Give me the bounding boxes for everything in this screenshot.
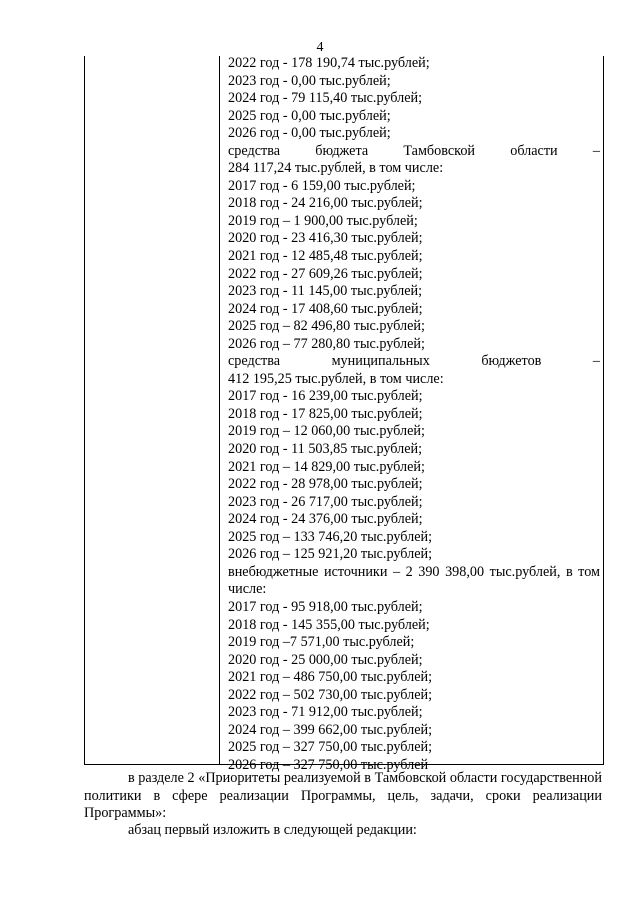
- regional-budget-heading: [228, 143, 600, 161]
- table-line: 2024 год – 399 662,00 тыс.рублей;: [228, 721, 433, 738]
- table-line: 2020 год - 11 503,85 тыс.рублей;: [228, 441, 423, 458]
- regional-budget-total: 284 117,24 тыс.рублей, в том числе:: [228, 160, 444, 177]
- table-line: 2025 год – 133 746,20 тыс.рублей;: [228, 528, 433, 545]
- heading-word: Тамбовской: [403, 142, 476, 159]
- table-line: 2023 год - 26 717,00 тыс.рублей;: [228, 493, 423, 510]
- heading-word: бюджетов: [481, 353, 542, 370]
- heading-word: бюджета: [315, 142, 369, 159]
- table-line: 2018 год - 145 355,00 тыс.рублей;: [228, 616, 430, 633]
- page-number: 4: [316, 40, 324, 55]
- municipal-budget-heading: [228, 353, 600, 371]
- table-line: 2019 год – 12 060,00 тыс.рублей;: [228, 423, 425, 440]
- table-line: 2024 год - 24 376,00 тыс.рублей;: [228, 511, 423, 528]
- table-line: 2024 год - 17 408,60 тыс.рублей;: [228, 300, 423, 317]
- table-line: 2026 год – 327 750,00 тыс.рублей: [228, 756, 429, 773]
- table-line: 2024 год - 79 115,40 тыс.рублей;: [228, 90, 423, 107]
- table-line: 2025 год – 327 750,00 тыс.рублей;: [228, 739, 433, 756]
- table-column-divider: [219, 56, 220, 764]
- table-line: 2023 год - 0,00 тыс.рублей;: [228, 72, 391, 89]
- table-line: 2022 год - 28 978,00 тыс.рублей;: [228, 476, 423, 493]
- table-line: 2022 год – 502 730,00 тыс.рублей;: [228, 686, 433, 703]
- table-line: 2020 год - 23 416,30 тыс.рублей;: [228, 230, 423, 247]
- table-line: 2022 год - 27 609,26 тыс.рублей;: [228, 265, 423, 282]
- amendment-paragraph: в разделе 2 «Приоритеты реализуемой в Тамбовской области государственной политики в сфере реализации Программы, цель, задачи, сроки реализации Программы»:: [84, 770, 602, 821]
- table-line: 2021 год – 14 829,00 тыс.рублей;: [228, 458, 425, 475]
- amendment-instruction: абзац первый изложить в следующей редакции:: [128, 822, 417, 838]
- table-line: 2017 год - 95 918,00 тыс.рублей;: [228, 598, 423, 615]
- heading-word: средства: [228, 353, 281, 370]
- table-line: 2018 год - 17 825,00 тыс.рублей;: [228, 405, 423, 422]
- heading-word: области: [510, 142, 558, 159]
- municipal-budget-total: 412 195,25 тыс.рублей, в том числе:: [228, 370, 444, 387]
- table-line: 2025 год – 82 496,80 тыс.рублей;: [228, 318, 425, 335]
- heading-word: –: [592, 353, 600, 370]
- table-line: 2020 год - 25 000,00 тыс.рублей;: [228, 651, 423, 668]
- heading-word: –: [592, 142, 600, 159]
- table-line: 2017 год - 16 239,00 тыс.рублей;: [228, 388, 423, 405]
- table-line: 2017 год - 6 159,00 тыс.рублей;: [228, 177, 416, 194]
- table-line: 2023 год - 11 145,00 тыс.рублей;: [228, 283, 423, 300]
- table-line: 2018 год - 24 216,00 тыс.рублей;: [228, 195, 423, 212]
- table-line: 2019 год –7 571,00 тыс.рублей;: [228, 634, 415, 651]
- table-line: 2026 год - 0,00 тыс.рублей;: [228, 125, 391, 142]
- heading-word: средства: [228, 142, 281, 159]
- table-line: 2025 год - 0,00 тыс.рублей;: [228, 107, 391, 124]
- table-line: 2026 год – 125 921,20 тыс.рублей;: [228, 546, 433, 563]
- table-line: 2021 год – 486 750,00 тыс.рублей;: [228, 669, 433, 686]
- table-line: 2026 год – 77 280,80 тыс.рублей;: [228, 335, 425, 352]
- table-line: 2023 год - 71 912,00 тыс.рублей;: [228, 704, 423, 721]
- table-value-cell: [228, 55, 600, 774]
- table-line: 2022 год - 178 190,74 тыс.рублей;: [228, 55, 430, 71]
- table-line: 2019 год – 1 900,00 тыс.рублей;: [228, 212, 418, 229]
- extrabudgetary-heading: внебюджетные источники – 2 390 398,00 тыс.рублей, в том числе:: [228, 563, 600, 598]
- heading-word: муниципальных: [331, 353, 430, 370]
- table-line: 2021 год - 12 485,48 тыс.рублей;: [228, 248, 423, 265]
